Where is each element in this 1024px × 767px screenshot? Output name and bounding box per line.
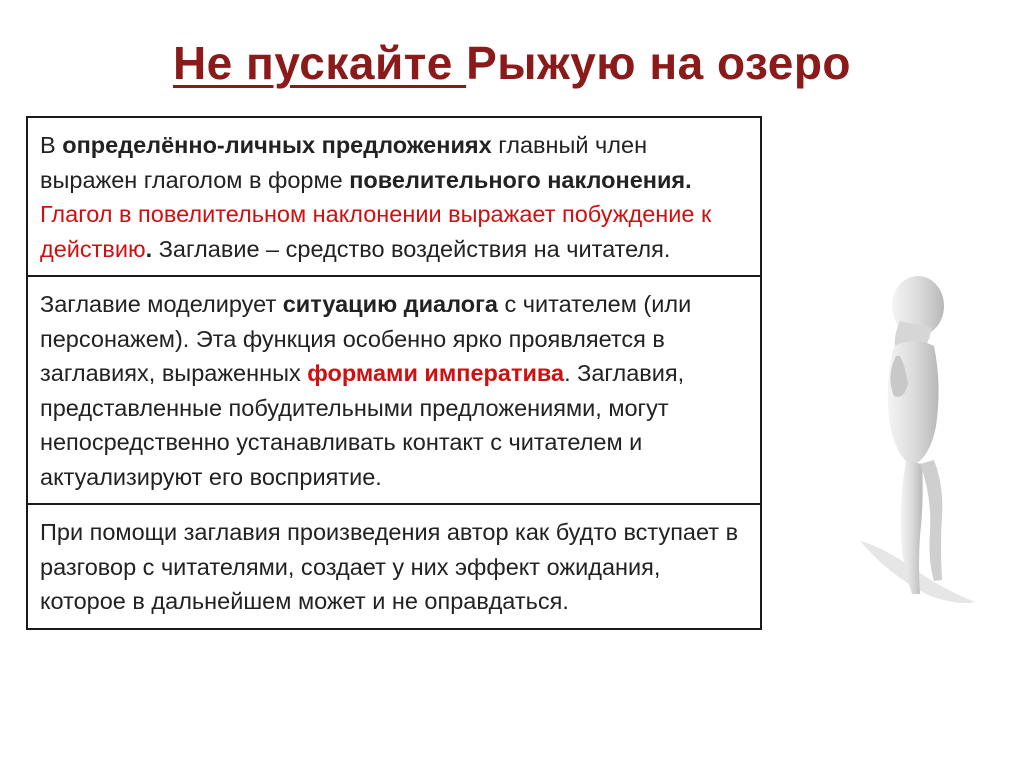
text-segment: .: [145, 235, 153, 262]
title-underlined-part: Не пускайте: [172, 37, 467, 89]
highlight-imperative-forms: формами императива: [307, 360, 565, 386]
term-dialogue-situation: ситуацию диалога: [282, 291, 498, 317]
term-imperative-mood: повелительного наклонения.: [349, 166, 692, 193]
text-segment: главный член выражен глаголом в форме: [40, 132, 648, 193]
text-segment: Заглавие моделирует: [40, 291, 283, 317]
table-cell-2: [28, 277, 760, 505]
highlight-imperative-meaning: Глагол в повелительном наклонении выражает побуждение к действию: [40, 201, 712, 262]
term-definite-personal: определённо-личных предложениях: [62, 132, 492, 158]
content-table: [26, 116, 762, 630]
text-segment: В: [40, 132, 63, 158]
page-title: [0, 36, 1024, 90]
text-segment: При помощи заглавия произведения автор как будто вступает в разговор с читателями, создает у них эффект ожидания, которое в дальнейшем может и не оправдаться.: [40, 519, 739, 614]
title-rest: Рыжую на озеро: [466, 37, 852, 89]
thinking-figure-icon: [850, 276, 980, 616]
table-cell-1: [28, 118, 760, 277]
text-segment: Заглавие – средство воздействия на читателя.: [152, 235, 671, 262]
text-segment: . Заглавия, представленные побудительными предложениями, могут непосредственно устанавливать контакт с читателем и актуализируют его восприятие.: [40, 360, 685, 490]
text-segment: с читателем (или персонажем). Эта функция особенно ярко проявляется в заглавиях, выраженных: [40, 291, 692, 386]
table-cell-3: [28, 505, 760, 628]
